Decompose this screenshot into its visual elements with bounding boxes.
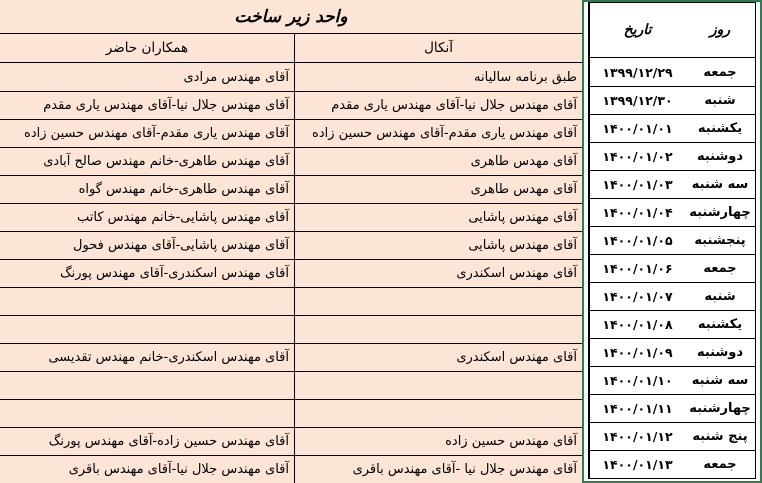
day-column-header: روز — [709, 22, 731, 38]
oncall-cell: آقای مهندس جلال نیا-آقای مهندس یاری مقدم — [294, 92, 582, 119]
day-cell: جمعه — [703, 457, 737, 472]
table-row — [0, 371, 582, 399]
day-cell: دوشنبه — [696, 149, 744, 164]
colleagues-cell: آقای مهندس یاری مقدم-آقای مهندس حسین زاده — [24, 126, 289, 141]
date-cell: ۱۴۰۰/۰۱/۰۲ — [589, 143, 685, 170]
colleagues-cell: آقای مهندس پاشایی-خانم مهندس کاتب — [76, 210, 289, 225]
day-date-row — [589, 254, 755, 282]
oncall-cell — [294, 316, 582, 343]
oncall-cell — [294, 400, 582, 427]
day-date-row — [589, 170, 755, 198]
colleagues-column-header: همکاران حاضر — [105, 40, 189, 56]
oncall-cell: آقای مهندس پاشایی — [294, 232, 582, 259]
oncall-cell: طبق برنامه سالیانه — [294, 63, 582, 91]
day-date-row — [589, 142, 755, 170]
colleagues-cell: آقای مهندس مرادی — [183, 69, 289, 85]
day-date-row — [589, 226, 755, 254]
date-cell: ۱۴۰۰/۰۱/۰۱ — [589, 115, 685, 142]
day-date-row — [589, 58, 755, 86]
colleagues-cell: آقای مهندس طاهری-خانم مهندس صالح آبادی — [43, 154, 289, 169]
day-date-table-frame — [582, 0, 762, 483]
date-cell: ۱۴۰۰/۰۱/۱۰ — [589, 367, 685, 394]
colleagues-cell — [0, 400, 294, 427]
day-date-row — [589, 310, 755, 338]
main-header-row — [0, 34, 582, 63]
date-cell: ۱۳۹۹/۱۲/۳۰ — [589, 87, 685, 114]
day-date-table — [588, 2, 756, 479]
oncall-cell: آقای مهدس طاهری — [294, 176, 582, 203]
day-cell: جمعه — [703, 64, 737, 80]
table-row — [0, 259, 582, 287]
date-cell: ۱۳۹۹/۱۲/۲۹ — [589, 58, 685, 86]
colleagues-cell — [0, 372, 294, 399]
date-cell: ۱۴۰۰/۰۱/۱۱ — [589, 395, 685, 422]
date-cell: ۱۴۰۰/۰۱/۰۶ — [589, 255, 685, 282]
table-row — [0, 455, 582, 483]
date-cell: ۱۴۰۰/۰۱/۰۷ — [589, 283, 685, 310]
day-date-row — [589, 282, 755, 310]
colleagues-cell: آقای مهندس پاشایی-آقای مهندس فحول — [73, 238, 289, 253]
day-cell: جمعه — [703, 261, 737, 276]
table-row — [0, 63, 582, 91]
colleagues-cell: آقای مهندس اسکندری-آقای مهندس پورنگ — [59, 266, 289, 281]
date-cell: ۱۴۰۰/۰۱/۰۸ — [589, 311, 685, 338]
day-date-row — [589, 394, 755, 422]
date-cell: ۱۴۰۰/۰۱/۰۴ — [589, 199, 685, 226]
oncall-cell: آقای مهندس یاری مقدم-آقای مهندس حسین زاده — [294, 120, 582, 147]
date-cell: ۱۴۰۰/۰۱/۱۲ — [589, 423, 685, 450]
oncall-cell: آقای مهندس اسکندری — [294, 344, 582, 371]
day-date-rows — [589, 58, 755, 478]
oncall-cell: آقای مهندس حسین زاده — [294, 428, 582, 455]
oncall-cell — [294, 288, 582, 315]
oncall-cell: آقای مهندس جلال نیا -آقای مهندس باقری — [294, 456, 582, 483]
day-date-row — [589, 86, 755, 114]
table-row — [0, 175, 582, 203]
table-row — [0, 427, 582, 455]
day-cell: یکشنبه — [697, 317, 743, 332]
table-row — [0, 91, 582, 119]
table-row — [0, 147, 582, 175]
day-cell: یکشنبه — [697, 121, 743, 136]
colleagues-cell: آقای مهندس طاهری-خانم مهندس گواه — [78, 182, 289, 197]
day-cell: چهارشنبه — [689, 401, 751, 416]
table-row — [0, 119, 582, 147]
date-cell: ۱۴۰۰/۰۱/۰۳ — [589, 171, 685, 198]
day-date-row — [589, 450, 755, 478]
date-column-header: تاریخ — [589, 3, 685, 57]
table-row — [0, 287, 582, 315]
day-cell: سه شنبه — [691, 373, 749, 388]
table-row — [0, 399, 582, 427]
day-date-row — [589, 338, 755, 366]
day-cell: دوشنبه — [696, 345, 744, 360]
day-cell: شنبه — [704, 93, 736, 108]
day-cell: پنجشنبه — [694, 233, 746, 248]
date-cell: ۱۴۰۰/۰۱/۰۹ — [589, 339, 685, 366]
day-cell: شنبه — [704, 289, 736, 304]
main-rows — [0, 63, 582, 483]
day-cell: سه شنبه — [691, 177, 749, 192]
colleagues-cell — [0, 316, 294, 343]
table-row — [0, 315, 582, 343]
day-date-row — [589, 114, 755, 142]
oncall-cell: آقای مهندس پاشایی — [294, 204, 582, 231]
table-row — [0, 231, 582, 259]
date-cell: ۱۴۰۰/۰۱/۰۵ — [589, 227, 685, 254]
oncall-cell: آقای مهدس طاهری — [294, 148, 582, 175]
table-row — [0, 203, 582, 231]
day-cell: چهارشنبه — [689, 205, 751, 220]
colleagues-cell: آقای مهندس جلال نیا-آقای مهندس یاری مقدم — [43, 98, 289, 113]
day-date-row — [589, 198, 755, 226]
date-cell: ۱۴۰۰/۰۱/۱۳ — [589, 451, 685, 478]
table-row — [0, 343, 582, 371]
day-date-row — [589, 366, 755, 394]
day-cell: پنج شنبه — [692, 429, 748, 444]
day-date-row — [589, 422, 755, 450]
colleagues-cell: آقای مهندس حسین زاده-آقای مهندس پورنگ — [48, 434, 289, 449]
oncall-cell — [294, 372, 582, 399]
colleagues-cell: آقای مهندس جلال نیا-آقای مهندس باقری — [68, 462, 289, 477]
colleagues-cell — [0, 288, 294, 315]
page-title: واحد زیر ساخت — [0, 0, 582, 34]
day-date-header-row — [589, 3, 755, 58]
colleagues-cell: آقای مهندس اسکندری-خانم مهندس تقدیسی — [48, 350, 289, 365]
oncall-cell: آقای مهندس اسکندری — [294, 260, 582, 287]
oncall-column-header: آنکال — [294, 34, 582, 62]
